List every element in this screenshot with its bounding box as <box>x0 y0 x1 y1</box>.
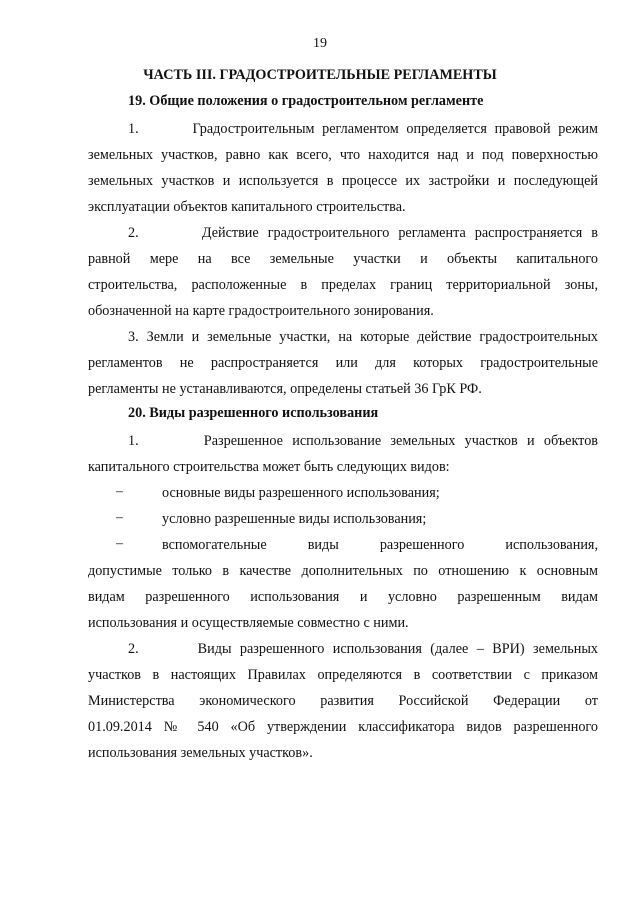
s20-p1-line: капитального строительства может быть следующих видов: <box>88 459 450 475</box>
s20-p2-line: использования земельных участков». <box>88 745 313 761</box>
page-number: 19 <box>313 36 327 51</box>
s19-p1-line: земельных участков и используется в процессе их застройки и последующей <box>88 173 598 189</box>
list-item-continuation: видам разрешенного использования и условно разрешенным видам <box>88 589 598 605</box>
list-item: вспомогательные виды разрешенного использования, <box>162 537 598 553</box>
list-dash: – <box>116 484 123 499</box>
s19-p3-line: регламентов не распространяется или для которых градостроительные <box>88 355 598 371</box>
section-20-heading: 20. Виды разрешенного использования <box>128 405 379 421</box>
list-dash: – <box>116 510 123 525</box>
s19-p2-line: обозначенной на карте градостроительного зонирования. <box>88 303 434 319</box>
s20-p2-line: 01.09.2014 № 540 «Об утверждении классификатора видов разрешенного <box>88 719 598 735</box>
list-item: основные виды разрешенного использования; <box>162 485 440 501</box>
s19-p3-line: регламенты не устанавливаются, определены статьей 36 ГрК РФ. <box>88 381 482 397</box>
s20-p2-line: Министерства экономического развития Российской Федерации от <box>88 693 598 709</box>
s19-p2-line: равной мере на все земельные участки и объекты капитального <box>88 251 598 267</box>
list-item-continuation: использования и осуществляемые совместно с ними. <box>88 615 409 631</box>
s19-p2-line: 2. Действие градостроительного регламента распространяется в <box>128 225 598 241</box>
section-19-heading: 19. Общие положения о градостроительном регламенте <box>128 93 484 109</box>
list-dash: – <box>116 536 123 551</box>
part-title: ЧАСТЬ III. ГРАДОСТРОИТЕЛЬНЫЕ РЕГЛАМЕНТЫ <box>143 67 497 83</box>
s19-p3-line: 3. Земли и земельные участки, на которые действие градостроительных <box>128 329 598 345</box>
list-item: условно разрешенные виды использования; <box>162 511 427 527</box>
s19-p1-line: эксплуатации объектов капитального строительства. <box>88 199 406 215</box>
s19-p1-line: земельных участков, равно как всего, что находится над и под поверхностью <box>88 147 598 163</box>
s20-p1-line: 1. Разрешенное использование земельных участков и объектов <box>128 433 598 449</box>
s20-p2-line: участков в настоящих Правилах определяются в соответствии с приказом <box>88 667 598 683</box>
s20-p2-line: 2. Виды разрешенного использования (далее – ВРИ) земельных <box>128 641 598 657</box>
s19-p1-line: 1. Градостроительным регламентом определяется правовой режим <box>128 121 598 137</box>
s19-p2-line: строительства, расположенные в пределах границ территориальной зоны, <box>88 277 598 293</box>
list-item-continuation: допустимые только в качестве дополнительных по отношению к основным <box>88 563 598 579</box>
